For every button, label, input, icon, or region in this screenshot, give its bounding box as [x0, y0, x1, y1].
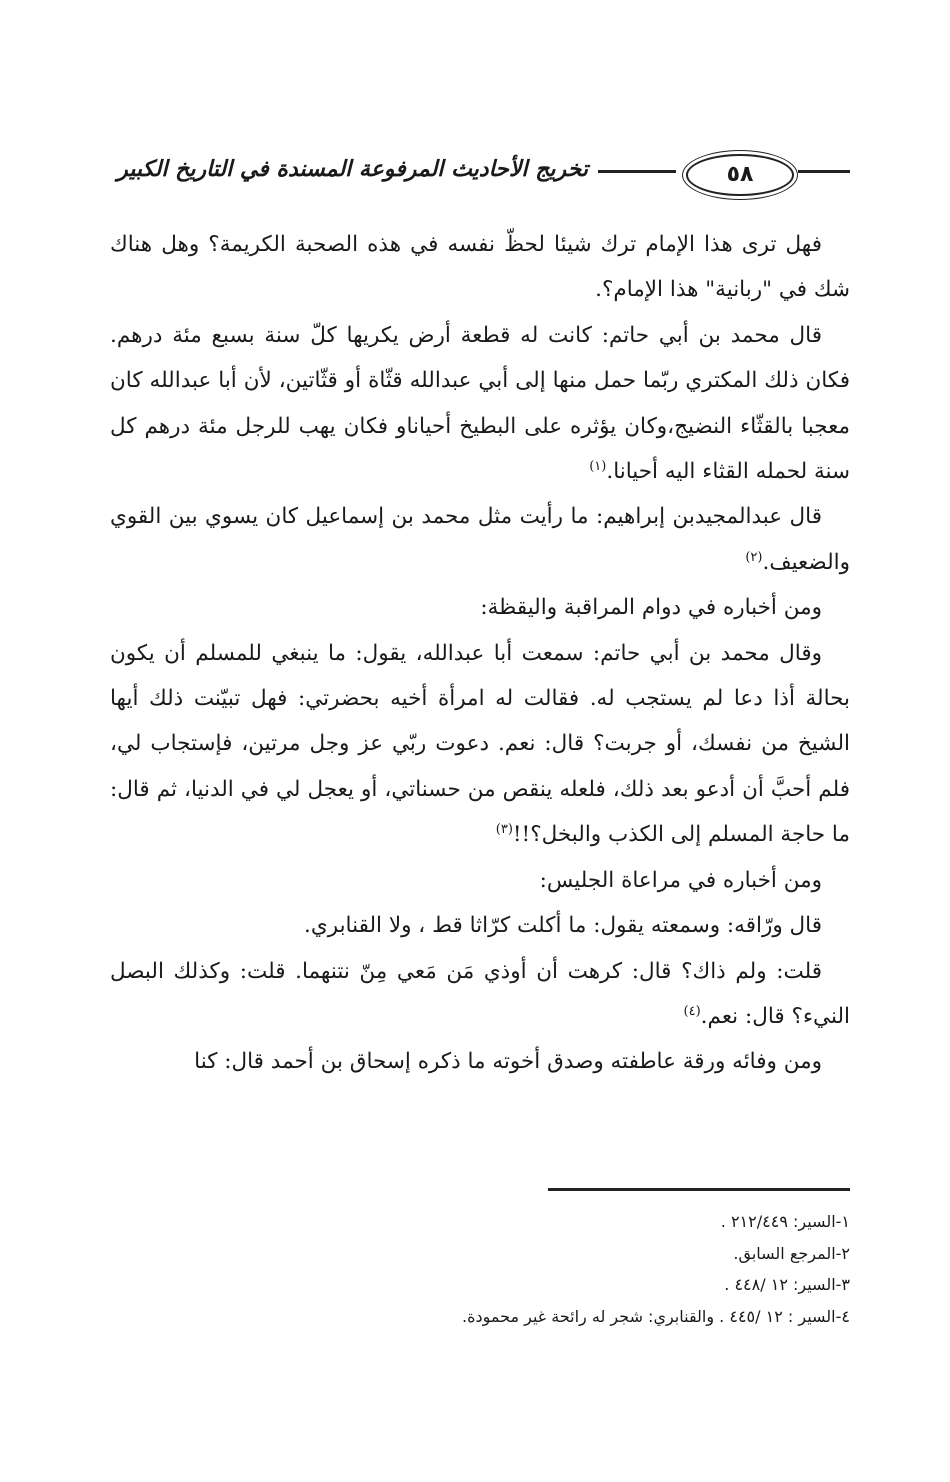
footnote-2: ٢-المرجع السابق. [733, 1243, 850, 1263]
footnote-4: ٤-السير : ١٢ /٤٤٥ . والقنابري: شجر له رائحة غير محمودة. [462, 1306, 850, 1326]
paragraph [110, 494, 850, 585]
page-number: ٥٨ [726, 162, 754, 187]
footnotes [300, 1206, 850, 1332]
running-title: تخريج الأحاديث المرفوعة المسندة في التاريخ الكبير [117, 156, 588, 182]
paragraph: ومن أخباره في دوام المراقبة واليقظة: [480, 595, 822, 621]
paragraph-text: قلت: ولم ذاك؟ قال: كرهت أن أوذي مَن مَعي مِنّ نتنهما. قلت: وكذلك البصل النيء؟ قال: نعم. [110, 958, 850, 1029]
header-rule-left [598, 170, 676, 173]
footnote-ref-4: (٤) [683, 1003, 701, 1019]
paragraph [110, 313, 850, 495]
header-rule-right [798, 170, 850, 173]
paragraph-text: قال عبدالمجيدبن إبراهيم: ما رأيت مثل محمد بن إسماعيل كان يسوي بين القوي والضعيف. [110, 504, 850, 575]
paragraph [110, 949, 850, 1040]
paragraph [110, 631, 850, 858]
running-header [108, 148, 853, 200]
paragraph: فهل ترى هذا الإمام ترك شيئا لحظّ نفسه في هذه الصحبة الكريمة؟ وهل هناك شك في "ربانية" هذا الإمام؟. [110, 232, 850, 303]
footnote-3: ٣-السير: ١٢ /٤٤٨ . [724, 1275, 850, 1294]
paragraph: ومن أخباره في مراعاة الجليس: [539, 867, 822, 893]
paragraph-text: وقال محمد بن أبي حاتم: سمعت أبا عبدالله، يقول: ما ينبغي للمسلم أن يكون بحالة أذا دعا لم يستجب له. فقالت له امرأة أخيه بحضرتي: فهل تبيّنت ذلك أيها الشيخ من نفسك، أو جربت؟ قال: نعم. دعوت ربّي عز وجل مرتين، فإستجاب لي، فلم أحبَّ أن أدعو بعد ذلك، فلعله ينقص من حسناتي، أو يعجل لي في الدنيا، ثم قال: ما حاجة المسلم إلى الكذب والبخل؟!! [110, 640, 850, 848]
body-text [110, 222, 850, 1085]
footnote-separator [548, 1188, 850, 1191]
footnote-1: ١-السير: ٢١٢/٤٤٩ . [720, 1212, 850, 1231]
footnote-ref-1: (١) [589, 458, 607, 474]
footnote-ref-3: (٣) [495, 822, 513, 838]
paragraph-text: قال محمد بن أبي حاتم: كانت له قطعة أرض يكريها كلّ سنة بسبع مئة درهم. فكان ذلك المكتري ربّما حمل منها إلى أبي عبدالله قثّاة أو قثّاتين، لأن أبا عبدالله كان معجبا بالقثّاء النضيج،وكان يؤثره على البطيخ أحياناو فكان يهب للرجل مئة درهم كل سنة لحمله القثاء اليه أحيانا. [110, 322, 850, 485]
paragraph: قال ورّاقه: وسمعته يقول: ما أكلت كرّاثا قط ، ولا القنابري. [304, 913, 822, 939]
paragraph: ومن وفائه ورقة عاطفته وصدق أخوته ما ذكره إسحاق بن أحمد قال: كنا [194, 1049, 822, 1075]
page-number-oval [686, 154, 794, 196]
footnote-ref-2: (٢) [745, 549, 763, 565]
